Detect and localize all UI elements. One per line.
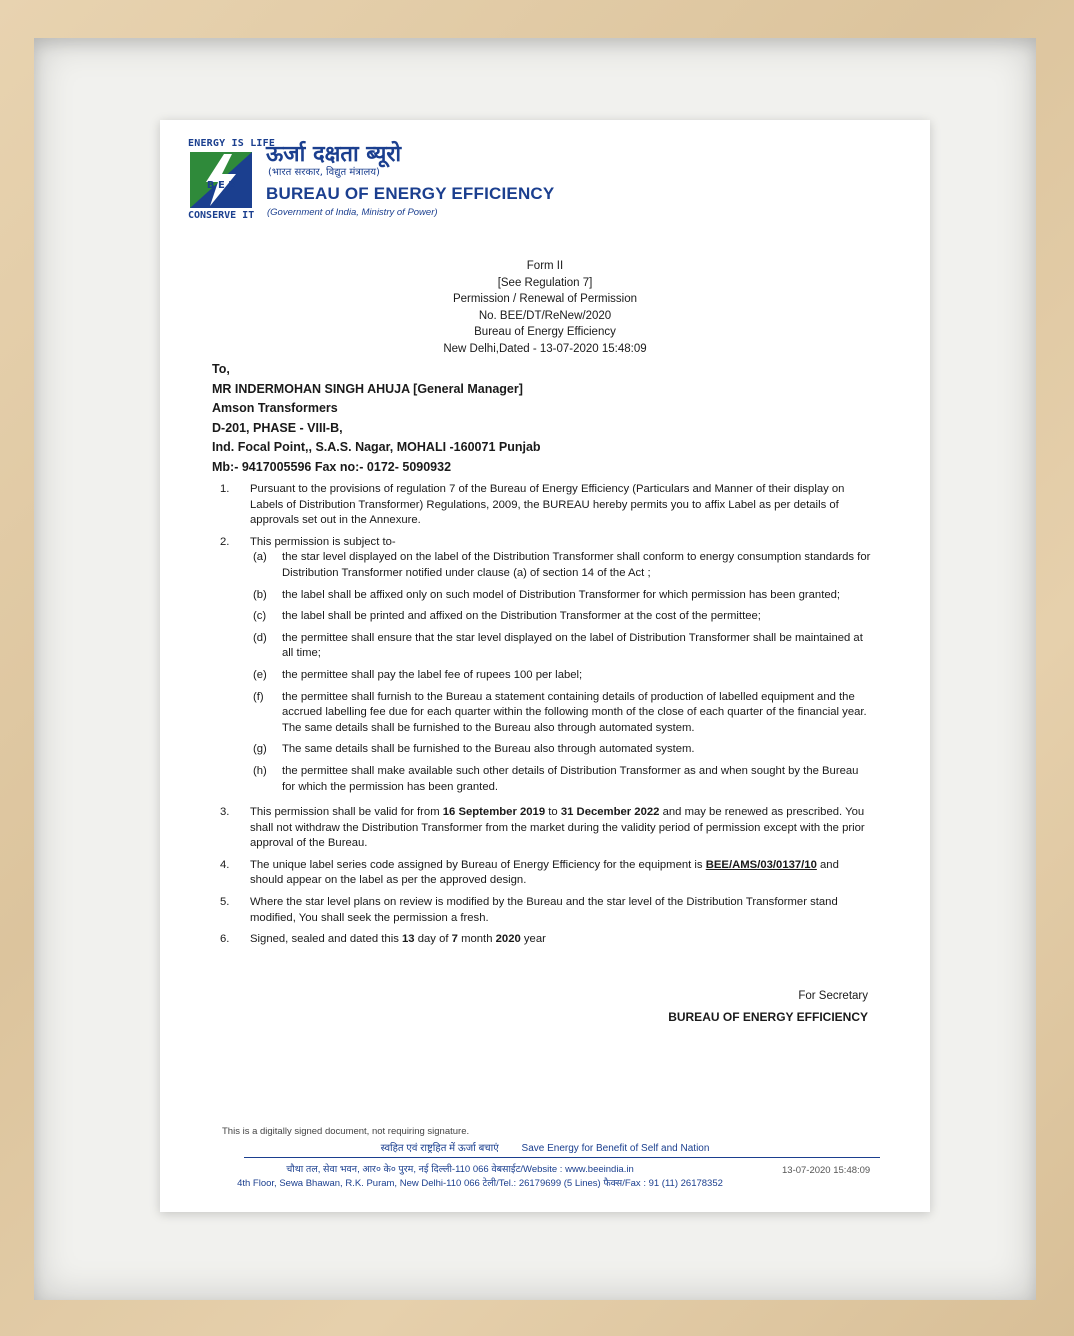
list-item (212, 535, 872, 795)
item-text-part: day of (414, 933, 452, 946)
list-item (212, 895, 872, 926)
form-heading (160, 258, 930, 357)
condition-text: the permittee shall furnish to the Bureau a statement containing details of production of labelled equipment and the accrued labelling fee due for each quarter within the following month of the close of each quarter of the financial year. The same details shall be furnished to the Bureau also through automated system. (282, 690, 867, 734)
condition-text: The same details shall be furnished to the Bureau also through automated system. (282, 743, 695, 756)
list-item (212, 482, 872, 529)
form-line-2: [See Regulation 7] (497, 276, 593, 289)
condition-text: the label shall be printed and affixed on the Distribution Transformer at the cost of the permittee; (282, 610, 761, 623)
address-contact: Mb:- 9417005596 Fax no:- 0172- 5090932 (212, 459, 452, 474)
footer-address-hindi: चौथा तल, सेवा भवन, आर० के० पुरम, नई दिल्ली-110 066 वेबसाईट/Website : www.beeindia.in (286, 1164, 634, 1175)
footer-slogan (160, 1140, 930, 1154)
condition-letter: (b) (253, 588, 267, 601)
footer-divider (244, 1157, 880, 1158)
condition-text: the star level displayed on the label of the Distribution Transformer shall conform to energy consumption standards for Distribution Transformer notified under clause (a) of section 14 of the Act ; (282, 551, 871, 579)
item-number: 2. (220, 535, 230, 548)
condition-item (247, 609, 872, 625)
condition-letter: (e) (253, 668, 267, 681)
item-text: This permission is subject to- (250, 535, 396, 548)
signature-block (668, 986, 868, 1028)
signed-month: 7 (451, 933, 458, 946)
permission-body (212, 482, 872, 954)
item-number: 6. (220, 933, 230, 946)
address-company: Amson Transformers (212, 401, 338, 416)
condition-item (247, 764, 872, 795)
footer-address-english: 4th Floor, Sewa Bhawan, R.K. Puram, New Delhi-110 066 टेली/Tel.: 26179699 (5 Lines) फैक्स/Fax : 91 (11) 26178352 (237, 1178, 723, 1189)
label-series-code: BEE/AMS/03/0137/10 (705, 858, 817, 871)
logo-top-text: ENERGY IS LIFE (188, 138, 276, 149)
condition-letter: (h) (253, 764, 267, 777)
conditions-list (247, 550, 872, 795)
slogan-hindi: स्वहित एवं राष्ट्रहित में ऊर्जा बचाएं (380, 1143, 499, 1154)
form-line-5: Bureau of Energy Efficiency (474, 326, 616, 338)
certificate-document (160, 120, 930, 1212)
footer-timestamp: 13-07-2020 15:48:09 (782, 1165, 871, 1176)
item-text-part: and should appear on the label as per the approved design. (250, 858, 839, 887)
condition-item (247, 668, 872, 684)
item-number: 4. (220, 858, 230, 871)
condition-letter: (g) (253, 743, 267, 756)
form-line-1: Form II (526, 260, 564, 272)
valid-from-date: 16 September 2019 (442, 806, 546, 819)
item-text-part: year (520, 933, 546, 946)
condition-letter: (c) (253, 610, 267, 623)
item-number: 3. (220, 806, 230, 819)
hindi-org-subtitle: (भारत सरकार, विद्युत मंत्रालय) (268, 167, 380, 178)
item-text-part: to (545, 806, 561, 819)
item-text-part: and may be renewed as prescribed. You shall not withdraw the Distribution Transformer from the market during the validity period of permission except with the prior approval of the Bureau. (250, 806, 865, 850)
org-subtitle: (Government of India, Ministry of Power) (267, 207, 438, 218)
condition-letter: (f) (253, 690, 264, 703)
form-line-6: New Delhi,Dated - 13-07-2020 15:48:09 (443, 342, 647, 355)
condition-item (247, 631, 872, 662)
signed-day: 13 (402, 933, 415, 946)
form-line-3: Permission / Renewal of Permission (452, 293, 638, 305)
digital-signature-note: This is a digitally signed document, not requiring signature. (222, 1126, 470, 1137)
condition-text: the label shall be affixed only on such model of Distribution Transformer for which permission has been granted; (282, 588, 841, 601)
item-number: 1. (220, 483, 230, 495)
bee-emblem-icon (190, 152, 252, 208)
item-text: Pursuant to the provisions of regulation 7 of the Bureau of Energy Efficiency (Particulars and Manner of their display on Labels of Distribution Transformer) Regulations, 2009, the BUREAU hereby permits you to affix Label as per details of approvals set out in the Annexure. (250, 483, 845, 527)
logo-mid-text: B E E (206, 180, 236, 191)
condition-letter: (d) (253, 631, 267, 644)
item-text-part: This permission shall be valid for from (250, 806, 443, 819)
signed-year: 2020 (495, 933, 521, 946)
bee-logo (188, 138, 276, 222)
condition-text: the permittee shall ensure that the star level displayed on the label of Distribution Transformer shall be maintained at all time; (282, 631, 863, 660)
condition-item (247, 550, 872, 581)
signature-org: BUREAU OF ENERGY EFFICIENCY (668, 1010, 868, 1024)
item-text-part: month (457, 933, 496, 946)
address-line-1: D-201, PHASE - VIII-B, (212, 420, 343, 435)
condition-item (247, 588, 872, 604)
signature-for: For Secretary (798, 990, 868, 1002)
recipient-address (212, 360, 541, 478)
hindi-org-title: ऊर्जा दक्षता ब्यूरो (266, 142, 402, 167)
list-item (212, 805, 872, 852)
condition-text: the permittee shall make available such other details of Distribution Transformer as and when sought by the Bureau for which the permission has been granted. (282, 764, 859, 793)
condition-item (247, 690, 872, 737)
slogan-english: Save Energy for Benefit of Self and Nation (521, 1143, 710, 1154)
address-line-2: Ind. Focal Point,, S.A.S. Nagar, MOHALI -160071 Punjab (212, 440, 541, 455)
condition-text: the permittee shall pay the label fee of rupees 100 per label; (282, 668, 583, 681)
condition-item (247, 742, 872, 758)
org-title: BUREAU OF ENERGY EFFICIENCY (266, 184, 555, 203)
condition-letter: (a) (253, 551, 267, 564)
address-name: MR INDERMOHAN SINGH AHUJA [General Manager] (212, 381, 523, 396)
list-item (212, 932, 872, 948)
form-line-4: No. BEE/DT/ReNew/2020 (478, 309, 612, 322)
address-to: To, (212, 362, 230, 376)
item-text: Where the star level plans on review is modified by the Bureau and the star level of the Distribution Transformer stand modified, You shall seek the permission a fresh. (250, 896, 838, 924)
item-text-part: Signed, sealed and dated this (250, 933, 402, 946)
item-number: 5. (220, 896, 230, 909)
list-item (212, 858, 872, 889)
logo-bottom-text: CONSERVE IT (188, 210, 255, 221)
item-text-part: The unique label series code assigned by Bureau of Energy Efficiency for the equipment is (250, 858, 706, 871)
valid-to-date: 31 December 2022 (560, 806, 660, 819)
